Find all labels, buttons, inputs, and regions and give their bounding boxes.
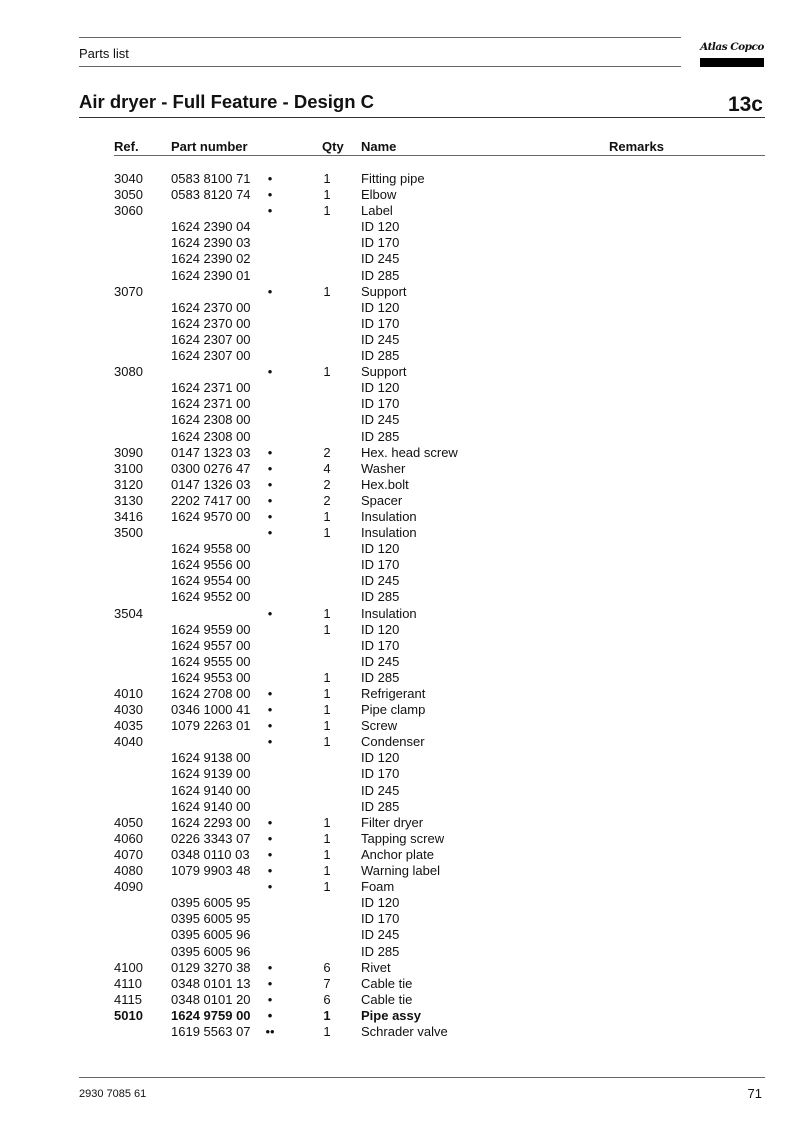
cell-part-number: 0226 3343 07: [171, 830, 251, 846]
cell-ref: 4115: [114, 991, 142, 1007]
table-row: [0, 445, 800, 461]
cell-part-number: 1624 2390 01: [171, 267, 251, 283]
cell-marker: •: [267, 734, 273, 750]
cell-name: Schrader valve: [361, 1023, 448, 1039]
cell-ref: 3500: [114, 525, 143, 541]
cell-marker: •: [267, 686, 273, 701]
section-number: 13c: [727, 93, 763, 116]
cell-qty: 1: [323, 830, 331, 846]
cell-part-number: 1624 2293 00: [171, 814, 251, 830]
cell-name: ID 245: [361, 412, 400, 428]
cell-qty: 1: [323, 702, 331, 718]
atlas-copco-logo: [700, 40, 764, 67]
cell-ref: 4060: [114, 830, 143, 846]
column-header-qty: Qty: [322, 139, 344, 154]
table-row: [0, 863, 800, 879]
cell-marker: •: [267, 508, 273, 524]
cell-ref: 3090: [114, 444, 143, 460]
cell-name: ID 120: [361, 895, 400, 911]
cell-part-number: 1624 2371 00: [171, 396, 251, 412]
table-row: [0, 235, 800, 251]
cell-part-number: 1624 9140 00: [171, 782, 251, 798]
cell-qty: 1: [323, 718, 331, 734]
cell-qty: 1: [323, 364, 331, 380]
cell-name: ID 245: [361, 927, 400, 943]
cell-name: Warning label: [361, 863, 441, 879]
column-header-part-number: Part number: [171, 139, 248, 154]
cell-part-number: 0147 1323 03: [171, 444, 251, 460]
cell-name: Rivet: [361, 959, 391, 975]
cell-qty: 1: [323, 203, 331, 219]
cell-qty: 1: [323, 734, 331, 750]
table-row: [0, 799, 800, 815]
cell-part-number: 1079 2263 01: [171, 718, 251, 734]
footer-rule: [79, 1077, 765, 1078]
cell-marker: •: [267, 718, 273, 734]
cell-ref: 3050: [114, 187, 143, 203]
cell-part-number: 1624 9138 00: [171, 750, 251, 766]
cell-qty: 1: [323, 1023, 331, 1039]
cell-name: Screw: [361, 718, 398, 734]
cell-marker: •: [267, 444, 273, 460]
cell-part-number: 0348 0110 03: [171, 846, 250, 862]
cell-name: ID 285: [361, 798, 400, 814]
cell-part-number: 1624 9557 00: [171, 637, 251, 653]
cell-name: Spacer: [361, 492, 403, 508]
table-row: [0, 1008, 800, 1024]
table-row: [0, 461, 800, 477]
page-title: Air dryer - Full Feature - Design C: [79, 91, 375, 112]
cell-part-number: 1624 2308 00: [171, 428, 251, 444]
cell-qty: 1: [323, 669, 331, 685]
cell-ref: 4030: [114, 702, 143, 718]
cell-name: Foam: [361, 879, 395, 895]
cell-part-number: 1624 9556 00: [171, 557, 251, 573]
logo-bar: [700, 58, 764, 67]
cell-qty: 1: [323, 525, 331, 541]
cell-part-number: 1624 9140 00: [171, 798, 251, 814]
cell-ref: 4050: [114, 814, 143, 830]
logo-wordmark: Atlas Copco: [700, 41, 764, 53]
table-row: [0, 429, 800, 445]
column-header-rule: [114, 155, 765, 156]
table-row: [0, 622, 800, 638]
cell-part-number: 1624 2371 00: [171, 380, 251, 396]
cell-name: Cable tie: [361, 975, 413, 991]
cell-name: Insulation: [361, 525, 417, 541]
cell-name: ID 285: [361, 943, 400, 959]
table-row: [0, 332, 800, 348]
cell-marker: ••: [265, 1023, 275, 1039]
table-row: [0, 348, 800, 364]
cell-qty: 1: [323, 863, 331, 879]
table-row: [0, 783, 800, 799]
cell-qty: 1: [323, 814, 331, 830]
cell-part-number: 0583 8120 74: [171, 187, 251, 203]
table-row: [0, 187, 800, 203]
cell-ref: 3416: [114, 508, 143, 524]
cell-part-number: 1624 9558 00: [171, 541, 251, 557]
cell-qty: 1: [323, 605, 331, 621]
cell-marker: •: [267, 1007, 273, 1023]
cell-name: Support: [361, 364, 407, 380]
cell-part-number: 0129 3270 38: [171, 959, 251, 975]
cell-name: ID 285: [361, 669, 400, 685]
column-header-ref: Ref.: [114, 139, 139, 154]
table-row: [0, 686, 800, 702]
table-row: [0, 670, 800, 686]
table-row: [0, 541, 800, 557]
cell-qty: 1: [323, 283, 331, 299]
cell-name: Support: [361, 283, 407, 299]
table-row: [0, 718, 800, 734]
cell-part-number: 0395 6005 96: [171, 927, 251, 943]
cell-qty: 2: [323, 476, 331, 492]
table-row: [0, 606, 800, 622]
cell-part-number: 1624 9552 00: [171, 589, 251, 605]
cell-marker: •: [267, 605, 273, 621]
table-row: [0, 412, 800, 428]
cell-name: ID 245: [361, 573, 400, 589]
table-row: [0, 203, 800, 219]
table-row: [0, 734, 800, 750]
cell-ref: 4035: [114, 718, 143, 734]
cell-name: ID 245: [361, 251, 400, 267]
cell-name: Hex. head screw: [361, 444, 458, 460]
table-row: [0, 493, 800, 509]
cell-marker: •: [267, 846, 273, 862]
table-row: [0, 1024, 800, 1040]
cell-part-number: 1624 2370 00: [171, 315, 251, 331]
cell-part-number: 1619 5563 07: [171, 1023, 251, 1039]
cell-part-number: 1624 2708 00: [171, 686, 251, 701]
cell-marker: •: [267, 525, 273, 541]
cell-ref: 3040: [114, 171, 143, 186]
cell-part-number: 1624 2390 02: [171, 251, 251, 267]
cell-part-number: 1624 9759 00: [171, 1007, 251, 1023]
cell-ref: 3504: [114, 605, 143, 621]
table-row: [0, 589, 800, 605]
cell-marker: •: [267, 991, 273, 1007]
table-row: [0, 702, 800, 718]
table-row: [0, 525, 800, 541]
cell-ref: 3060: [114, 203, 143, 219]
cell-name: Pipe clamp: [361, 702, 426, 718]
cell-part-number: 1624 2390 04: [171, 219, 251, 235]
table-row: [0, 219, 800, 235]
cell-qty: 1: [323, 621, 331, 637]
header-top-rule: [79, 37, 681, 38]
cell-qty: 1: [323, 508, 331, 524]
cell-marker: •: [267, 702, 273, 718]
cell-ref: 4100: [114, 959, 143, 975]
cell-ref: 4110: [114, 975, 142, 991]
cell-name: Pipe assy: [361, 1007, 421, 1023]
cell-name: Insulation: [361, 605, 417, 621]
table-row: [0, 750, 800, 766]
cell-part-number: 1624 9570 00: [171, 508, 251, 524]
cell-qty: 6: [323, 991, 331, 1007]
cell-qty: 1: [323, 171, 331, 186]
cell-name: Cable tie: [361, 991, 413, 1007]
cell-name: ID 120: [361, 380, 400, 396]
table-row: [0, 895, 800, 911]
table-row: [0, 509, 800, 525]
cell-part-number: 0395 6005 95: [171, 911, 251, 927]
cell-qty: 6: [323, 959, 331, 975]
table-row: [0, 944, 800, 960]
table-row: [0, 396, 800, 412]
cell-part-number: 1624 2390 03: [171, 235, 251, 251]
cell-part-number: 0395 6005 95: [171, 895, 251, 911]
cell-ref: 4070: [114, 846, 143, 862]
table-row: [0, 815, 800, 831]
cell-part-number: 1624 9555 00: [171, 653, 251, 669]
cell-part-number: 1079 9903 48: [171, 863, 251, 879]
cell-marker: •: [267, 364, 273, 380]
table-row: [0, 992, 800, 1008]
cell-ref: 3070: [114, 283, 143, 299]
cell-part-number: 0147 1326 03: [171, 476, 251, 492]
cell-marker: •: [267, 476, 273, 492]
cell-ref: 3120: [114, 476, 143, 492]
cell-marker: •: [267, 203, 273, 219]
footer-page-number: 71: [747, 1086, 762, 1101]
cell-name: Elbow: [361, 187, 397, 203]
cell-name: ID 120: [361, 750, 400, 766]
cell-part-number: 0395 6005 96: [171, 943, 251, 959]
footer-document-number: 2930 7085 61: [79, 1088, 147, 1100]
cell-name: Filter dryer: [361, 814, 424, 830]
table-row: [0, 847, 800, 863]
cell-marker: •: [267, 975, 273, 991]
cell-part-number: 0583 8100 71: [171, 171, 251, 186]
table-row: [0, 300, 800, 316]
cell-name: ID 120: [361, 621, 400, 637]
table-row: [0, 364, 800, 380]
cell-name: Anchor plate: [361, 846, 434, 862]
table-row: [0, 927, 800, 943]
table-row: [0, 879, 800, 895]
table-row: [0, 638, 800, 654]
table-row: [0, 831, 800, 847]
parts-table: [0, 171, 800, 1040]
cell-name: ID 285: [361, 348, 400, 364]
cell-qty: 4: [323, 460, 331, 476]
cell-part-number: 1624 2370 00: [171, 299, 251, 315]
cell-part-number: 2202 7417 00: [171, 492, 251, 508]
cell-marker: •: [267, 187, 273, 203]
cell-ref: 3080: [114, 364, 143, 380]
cell-marker: •: [267, 460, 273, 476]
cell-name: ID 285: [361, 589, 400, 605]
cell-part-number: 1624 2308 00: [171, 412, 251, 428]
cell-ref: 4010: [114, 686, 143, 701]
cell-ref: 3100: [114, 460, 143, 476]
table-row: [0, 284, 800, 300]
table-row: [0, 654, 800, 670]
cell-name: ID 285: [361, 428, 400, 444]
cell-name: Hex.bolt: [361, 476, 409, 492]
cell-marker: •: [267, 879, 273, 895]
cell-qty: 1: [323, 879, 331, 895]
cell-name: ID 170: [361, 637, 400, 653]
cell-qty: 1: [323, 1007, 331, 1023]
cell-name: ID 170: [361, 396, 400, 412]
cell-ref: 4080: [114, 863, 143, 879]
cell-ref: 3130: [114, 492, 143, 508]
cell-name: Insulation: [361, 508, 417, 524]
header-section-label: Parts list: [79, 46, 129, 61]
table-row: [0, 316, 800, 332]
cell-name: Label: [361, 203, 393, 219]
cell-marker: •: [267, 492, 273, 508]
cell-marker: •: [267, 814, 273, 830]
cell-name: ID 120: [361, 541, 400, 557]
cell-qty: 1: [323, 686, 331, 701]
cell-qty: 2: [323, 444, 331, 460]
cell-qty: 7: [323, 975, 331, 991]
table-row: [0, 268, 800, 284]
cell-part-number: 0346 1000 41: [171, 702, 251, 718]
cell-part-number: 1624 9554 00: [171, 573, 251, 589]
column-header-remarks: Remarks: [609, 139, 664, 154]
cell-part-number: 1624 2307 00: [171, 348, 251, 364]
table-row: [0, 960, 800, 976]
cell-marker: •: [267, 171, 273, 186]
cell-name: ID 170: [361, 315, 400, 331]
cell-qty: 1: [323, 846, 331, 862]
cell-name: ID 120: [361, 219, 400, 235]
table-row: [0, 477, 800, 493]
cell-name: ID 170: [361, 557, 400, 573]
cell-name: Fitting pipe: [361, 171, 425, 186]
cell-marker: •: [267, 959, 273, 975]
cell-name: Condenser: [361, 734, 425, 750]
table-row: [0, 911, 800, 927]
cell-name: ID 245: [361, 331, 400, 347]
column-header-name: Name: [361, 139, 397, 154]
cell-name: ID 170: [361, 766, 400, 782]
cell-part-number: 0348 0101 13: [171, 975, 251, 991]
cell-name: ID 120: [361, 299, 400, 315]
cell-name: Tapping screw: [361, 830, 445, 846]
cell-part-number: 1624 2307 00: [171, 331, 251, 347]
cell-name: ID 285: [361, 267, 400, 283]
cell-marker: •: [267, 863, 273, 879]
cell-ref: 5010: [114, 1007, 143, 1023]
cell-ref: 4040: [114, 734, 143, 750]
cell-marker: •: [267, 283, 273, 299]
table-row: [0, 766, 800, 782]
cell-name: Refrigerant: [361, 686, 426, 701]
header-bottom-rule: [79, 66, 681, 67]
table-row: [0, 557, 800, 573]
cell-part-number: 0300 0276 47: [171, 460, 251, 476]
cell-part-number: 0348 0101 20: [171, 991, 251, 1007]
cell-part-number: 1624 9139 00: [171, 766, 251, 782]
cell-part-number: 1624 9553 00: [171, 669, 251, 685]
cell-qty: 2: [323, 492, 331, 508]
table-row: [0, 171, 800, 187]
cell-name: Washer: [361, 460, 406, 476]
title-rule: [79, 117, 765, 118]
cell-qty: 1: [323, 187, 331, 203]
table-row: [0, 573, 800, 589]
cell-name: ID 245: [361, 782, 400, 798]
cell-part-number: 1624 9559 00: [171, 621, 251, 637]
cell-name: ID 170: [361, 235, 400, 251]
cell-ref: 4090: [114, 879, 143, 895]
table-row: [0, 380, 800, 396]
table-row: [0, 976, 800, 992]
cell-marker: •: [267, 830, 273, 846]
table-row: [0, 251, 800, 267]
cell-name: ID 170: [361, 911, 400, 927]
cell-name: ID 245: [361, 653, 400, 669]
